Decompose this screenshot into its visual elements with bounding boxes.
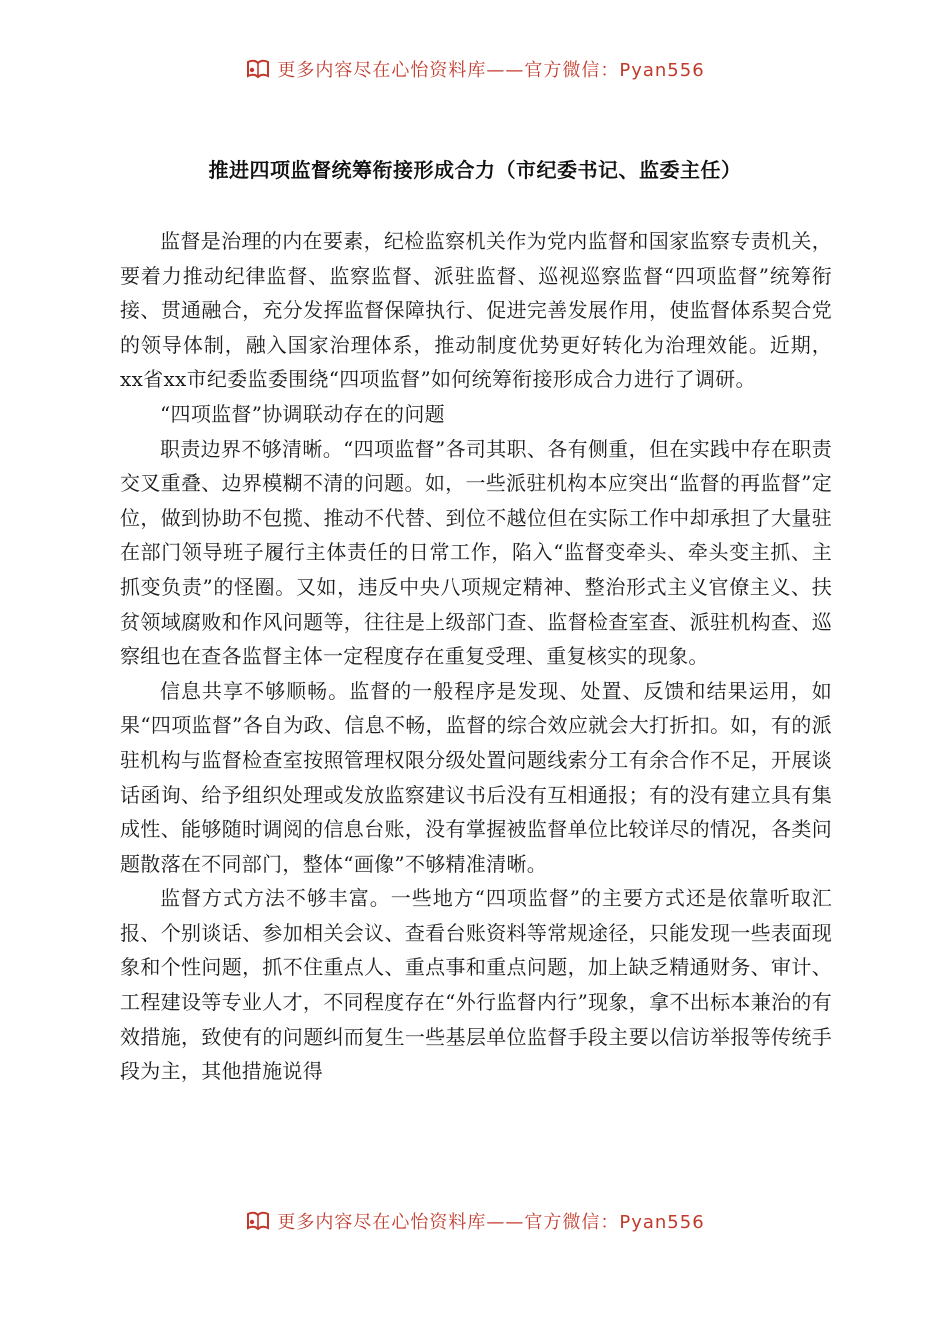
paragraph: 监督是治理的内在要素，纪检监察机关作为党内监督和国家监察专责机关，要着力推动纪律监督、监察监督、派驻监督、巡视巡察监督“四项监督”统筹衔接、贯通融合，充分发挥监督保障执行、促进完善发展作用，使监督体系契合党的领导体制，融入国家治理体系，推动制度优势更好转化为治理效能。近期，xx省xx市纪委监委围绕“四项监督”如何统筹衔接形成合力进行了调研。 — [120, 229, 832, 392]
footer-banner — [0, 1206, 950, 1236]
paragraph: 信息共享不够顺畅。监督的一般程序是发现、处置、反馈和结果运用，如果“四项监督”各自为政、信息不畅，监督的综合效应就会大打折扣。如，有的派驻机构与监督检查室按照管理权限分级处置问题线索分工有余合作不足，开展谈话函询、给予组织处理或发放监察建议书后没有互相通报；有的没有建立具有集成性、能够随时调阅的信息台账，没有掌握被监督单位比较详尽的情况，各类问题散落在不同部门，整体“画像”不够精准清晰。 — [120, 678, 832, 876]
header-banner-text: 更多内容尽在心怡资料库——官方微信：Pyan556 — [277, 60, 705, 81]
document-title: 推进四项监督统筹衔接形成合力（市纪委书记、监委主任） — [208, 158, 742, 182]
paragraph: 监督方式方法不够丰富。一些地方“四项监督”的主要方式还是依靠听取汇报、个别谈话、参加相关会议、查看台账资料等常规途径，只能发现一些表面现象和个性问题，抓不住重点人、重点事和重点问题，加上缺乏精通财务、审计、工程建设等专业人才，不同程度存在“外行监督内行”现象，拿不出标本兼治的有效措施，致使有的问题纠而复生一些基层单位监督手段主要以信访举报等传统手段为主，其他措施说得 — [120, 886, 832, 1084]
header-banner — [0, 54, 950, 84]
paragraph: 职责边界不够清晰。“四项监督”各司其职、各有侧重，但在实践中存在职责交叉重叠、边界模糊不清的问题。如，一些派驻机构本应突出“监督的再监督”定位，做到协助不包揽、推动不代替、到位不越位但在实际工作中却承担了大量驻在部门领导班子履行主体责任的日常工作，陷入“监督变牵头、牵头变主抓、主抓变负责”的怪圈。又如，违反中央八项规定精神、整治形式主义官僚主义、扶贫领域腐败和作风问题等，往往是上级部门查、监督检查室查、派驻机构查、巡察组也在查各监督主体一定程度存在重复受理、重复核实的现象。 — [120, 436, 832, 669]
footer-banner-text: 更多内容尽在心怡资料库——官方微信：Pyan556 — [277, 1212, 705, 1233]
book-logo-icon — [245, 58, 271, 80]
document-body — [120, 224, 832, 1089]
section-heading: “四项监督”协调联动存在的问题 — [160, 401, 445, 426]
book-logo-icon — [245, 1210, 271, 1232]
